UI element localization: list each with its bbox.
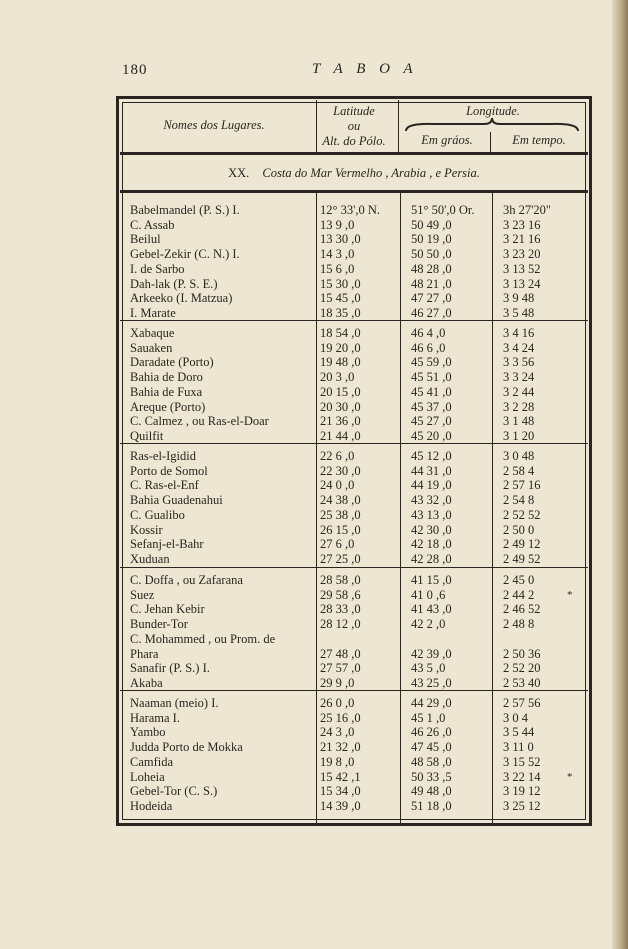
place-name: Camfida [130,754,174,769]
latitude-value: 21 44 ,0 [320,428,361,443]
latitude-value: 22 6 ,0 [320,449,355,463]
latitude-value: 18 35 ,0 [320,305,361,320]
longitude-degrees-value: 44 19 ,0 [411,478,452,493]
place-name: Harama I. [130,710,180,725]
table-row [130,218,590,233]
longitude-degrees-value: 51° 50',0 Or. [411,203,475,217]
table-row [130,661,590,676]
longitude-time-value: 2 57 56 [503,696,541,710]
place-name: Dah-lak (P. S. E.) [130,276,218,291]
place-name: Bahia Guadenahui [130,493,223,508]
longitude-degrees-value: 41 15 ,0 [411,573,452,587]
latitude-value: 27 6 ,0 [320,537,355,552]
longitude-degrees-value: 43 25 ,0 [411,675,452,690]
longitude-time-value: 3 15 52 [503,754,541,769]
latitude-label: Latitude [333,104,375,118]
place-name: C. Doffa , ou Zafarana [130,573,243,587]
latitude-value: 15 30 ,0 [320,276,361,291]
longitude-time-value: 2 57 16 [503,478,541,493]
longitude-time-value: 3 19 12 [503,784,541,799]
place-name: Yambo [130,725,166,740]
table-row [130,632,590,647]
column-header-longitude: Longitude. [466,104,520,118]
longitude-degrees-value: 50 49 ,0 [411,217,452,232]
column-header-names: Nomes dos Lugares. [163,118,265,132]
longitude-degrees-value: 47 27 ,0 [411,291,452,306]
place-name: C. Mohammed , ou Prom. de [130,631,276,646]
table-row [130,755,590,770]
latitude-value: 18 54 ,0 [320,326,361,340]
section-number: XX. [228,166,250,180]
table-row [130,341,590,356]
latitude-value: 15 6 ,0 [320,261,355,276]
table-row [130,799,590,814]
place-name: Xuduan [130,551,170,566]
longitude-time-value: 3 4 16 [503,326,535,340]
longitude-time-value: 3 11 0 [503,740,534,755]
longitude-degrees-value: 45 59 ,0 [411,355,452,370]
longitude-time-value: 3h 27'20" [503,203,551,217]
latitude-alt-label: Alt. do Pólo. [322,134,386,148]
longitude-degrees-value: 45 27 ,0 [411,414,452,429]
latitude-value: 13 30 ,0 [320,232,361,247]
place-name: Sefanj-el-Bahr [130,537,204,552]
latitude-value: 27 48 ,0 [320,646,361,661]
latitude-value: 19 48 ,0 [320,355,361,370]
latitude-value: 22 30 ,0 [320,463,361,478]
place-name: I. Marate [130,305,176,320]
latitude-value: 19 8 ,0 [320,754,355,769]
place-name: Phara [130,646,159,661]
table-row [130,326,590,341]
latitude-value: 27 57 ,0 [320,661,361,676]
place-name: Loheia [130,769,165,784]
longitude-time-value: 3 23 16 [503,217,541,232]
longitude-degrees-value: 42 28 ,0 [411,551,452,566]
place-name: Naaman (meio) I. [130,696,219,710]
table-row [130,711,590,726]
place-name: Quilfit [130,428,164,443]
longitude-time-value: 2 52 20 [503,661,541,676]
latitude-value: 29 58 ,6 [320,587,361,602]
latitude-value: 15 45 ,0 [320,291,361,306]
table-row [130,725,590,740]
table-row [130,602,590,617]
longitude-time-value: 3 1 48 [503,414,535,429]
latitude-value: 14 3 ,0 [320,247,355,262]
place-name: Areque (Porto) [130,399,206,414]
place-name: Arkeeko (I. Matzua) [130,291,233,306]
section-title-text: Costa do Mar Vermelho , Arabia , e Persia. [262,166,480,180]
longitude-time-value: 3 13 52 [503,261,541,276]
longitude-degrees-value: 46 27 ,0 [411,305,452,320]
table-row [130,203,590,218]
latitude-value: 25 16 ,0 [320,710,361,725]
longitude-time-value: 3 4 24 [503,340,535,355]
column-header-tempo: Em tempo. [512,133,566,147]
longitude-degrees-value: 42 2 ,0 [411,617,446,632]
latitude-value: 24 0 ,0 [320,478,355,493]
table-row [130,355,590,370]
table-row [130,493,590,508]
place-name: Gebel-Zekir (C. N.) I. [130,247,240,262]
longitude-time-value: 3 5 44 [503,725,535,740]
place-name: Akaba [130,675,163,690]
longitude-degrees-value: 42 18 ,0 [411,537,452,552]
longitude-time-value: 3 21 16 [503,232,541,247]
latitude-value: 21 32 ,0 [320,740,361,755]
table-row [130,370,590,385]
page-number: 180 [122,62,148,78]
table-row [130,414,590,429]
place-name: Daradate (Porto) [130,355,214,370]
longitude-degrees-value: 45 41 ,0 [411,384,452,399]
table-row [130,573,590,588]
longitude-degrees-value: 45 20 ,0 [411,428,452,443]
longitude-time-value: 2 49 12 [503,537,541,552]
longitude-time-value: 3 22 14 [503,769,541,784]
longitude-degrees-value: 45 51 ,0 [411,370,452,385]
latitude-value: 20 30 ,0 [320,399,361,414]
longitude-time-value: 3 13 24 [503,276,541,291]
longitude-time-value: 2 52 52 [503,507,541,522]
table-row [130,770,590,785]
table-row [130,740,590,755]
longitude-time-value: 3 3 24 [503,370,535,385]
place-name: I. de Sarbo [130,261,185,276]
place-name: C. Calmez , ou Ras-el-Doar [130,414,269,429]
longitude-degrees-value: 42 39 ,0 [411,646,452,661]
longitude-time-value: 3 0 48 [503,449,535,463]
longitude-degrees-value: 43 5 ,0 [411,661,446,676]
longitude-degrees-value: 50 33 ,5 [411,769,452,784]
group-separator [120,320,588,321]
table-row [130,277,590,292]
table-row [130,385,590,400]
place-name: Beilul [130,232,161,247]
latitude-value: 12° 33',0 N. [320,203,381,217]
longitude-degrees-value: 48 21 ,0 [411,276,452,291]
table-row [130,696,590,711]
longitude-time-value: 3 5 48 [503,305,535,320]
table-row [130,617,590,632]
longitude-degrees-value: 41 0 ,6 [411,587,446,602]
latitude-value: 15 34 ,0 [320,784,361,799]
longitude-time-value: 2 50 0 [503,522,535,537]
place-name: Porto de Somol [130,463,208,478]
table-row [130,306,590,321]
longitude-time-value: 2 58 4 [503,463,535,478]
latitude-value: 24 38 ,0 [320,493,361,508]
group-separator [120,690,588,691]
latitude-value: 24 3 ,0 [320,725,355,740]
longitude-time-value: 3 9 48 [503,291,535,306]
place-name: C. Gualibo [130,507,185,522]
longitude-time-value: 2 44 2 [503,587,535,602]
latitude-value: 26 15 ,0 [320,522,361,537]
longitude-degrees-value: 47 45 ,0 [411,740,452,755]
place-name: Xabaque [130,326,175,340]
place-name: Babelmandel (P. S.) I. [130,203,240,217]
place-name: Judda Porto de Mokka [130,740,243,755]
latitude-ou-label: ou [347,119,361,133]
longitude-time-value: 3 2 28 [503,399,535,414]
table-row [130,784,590,799]
place-name: Hodeida [130,798,173,813]
table-row [130,247,590,262]
table-row [130,676,590,691]
place-name: Bunder-Tor [130,617,188,632]
longitude-degrees-value: 46 26 ,0 [411,725,452,740]
longitude-degrees-value: 43 13 ,0 [411,507,452,522]
longitude-degrees-value: 42 30 ,0 [411,522,452,537]
table-row [130,449,590,464]
table-row [130,552,590,567]
place-name: C. Ras-el-Enf [130,478,199,493]
place-name: Sauaken [130,340,173,355]
table-row [130,464,590,479]
table-row [130,291,590,306]
longitude-degrees-value: 43 32 ,0 [411,493,452,508]
place-name: Gebel-Tor (C. S.) [130,784,218,799]
place-name: C. Assab [130,217,175,232]
longitude-time-value: 2 53 40 [503,675,541,690]
table-row [130,478,590,493]
latitude-value: 13 9 ,0 [320,217,355,232]
longitude-degrees-value: 48 28 ,0 [411,261,452,276]
longitude-degrees-value: 46 6 ,0 [411,340,446,355]
longitude-time-value: 3 1 20 [503,428,535,443]
place-name: Suez [130,587,155,602]
longitude-time-value: 3 0 4 [503,710,528,725]
latitude-value: 27 25 ,0 [320,551,361,566]
longitude-degrees-value: 50 19 ,0 [411,232,452,247]
place-name: Kossir [130,522,163,537]
longitude-time-value: 2 46 52 [503,602,541,617]
longitude-degrees-value: 41 43 ,0 [411,602,452,617]
latitude-value: 19 20 ,0 [320,340,361,355]
longitude-time-value: 2 48 8 [503,617,535,632]
group-separator [120,443,588,444]
page-header-title: T A B O A [312,61,418,77]
longitude-time-value: 3 2 44 [503,384,535,399]
longitude-time-value: 3 23 20 [503,247,541,262]
longitude-degrees-value: 44 31 ,0 [411,463,452,478]
longitude-degrees-value: 49 48 ,0 [411,784,452,799]
place-name: C. Jehan Kebir [130,602,205,617]
longitude-time-value: 2 49 52 [503,551,541,566]
longitude-degrees-value: 48 58 ,0 [411,754,452,769]
longitude-time-value: 3 25 12 [503,798,541,813]
latitude-value: 26 0 ,0 [320,696,355,710]
latitude-value: 25 38 ,0 [320,507,361,522]
place-name: Bahia de Doro [130,370,203,385]
place-name: Ras-el-Igidid [130,449,196,463]
latitude-value: 28 33 ,0 [320,602,361,617]
table-row [130,232,590,247]
longitude-degrees-value: 46 4 ,0 [411,326,446,340]
latitude-value: 20 3 ,0 [320,370,355,385]
latitude-value: 20 15 ,0 [320,384,361,399]
asterisk-mark: * [567,770,573,783]
table-row [130,537,590,552]
longitude-degrees-value: 51 18 ,0 [411,798,452,813]
latitude-value: 15 42 ,1 [320,769,361,784]
longitude-degrees-value: 45 1 ,0 [411,710,446,725]
longitude-time-value: 2 54 8 [503,493,535,508]
column-header-graos: Em gráos. [421,133,473,147]
asterisk-mark: * [567,588,573,601]
latitude-value: 28 12 ,0 [320,617,361,632]
table-row [130,588,590,603]
longitude-degrees-value: 44 29 ,0 [411,696,452,710]
longitude-degrees-value: 45 37 ,0 [411,399,452,414]
table-row [130,647,590,662]
longitude-time-value: 2 50 36 [503,646,541,661]
latitude-value: 29 9 ,0 [320,675,355,690]
longitude-time-value: 3 3 56 [503,355,535,370]
group-separator [120,567,588,568]
table-row [130,262,590,277]
table-row [130,429,590,444]
place-name: Bahia de Fuxa [130,384,203,399]
place-name: Sanafir (P. S.) I. [130,661,210,676]
table-row [130,523,590,538]
latitude-value: 14 39 ,0 [320,798,361,813]
longitude-degrees-value: 45 12 ,0 [411,449,452,463]
table-row [130,400,590,415]
longitude-degrees-value: 50 50 ,0 [411,247,452,262]
latitude-value: 28 58 ,0 [320,573,361,587]
latitude-value: 21 36 ,0 [320,414,361,429]
longitude-time-value: 2 45 0 [503,573,535,587]
table-row [130,508,590,523]
